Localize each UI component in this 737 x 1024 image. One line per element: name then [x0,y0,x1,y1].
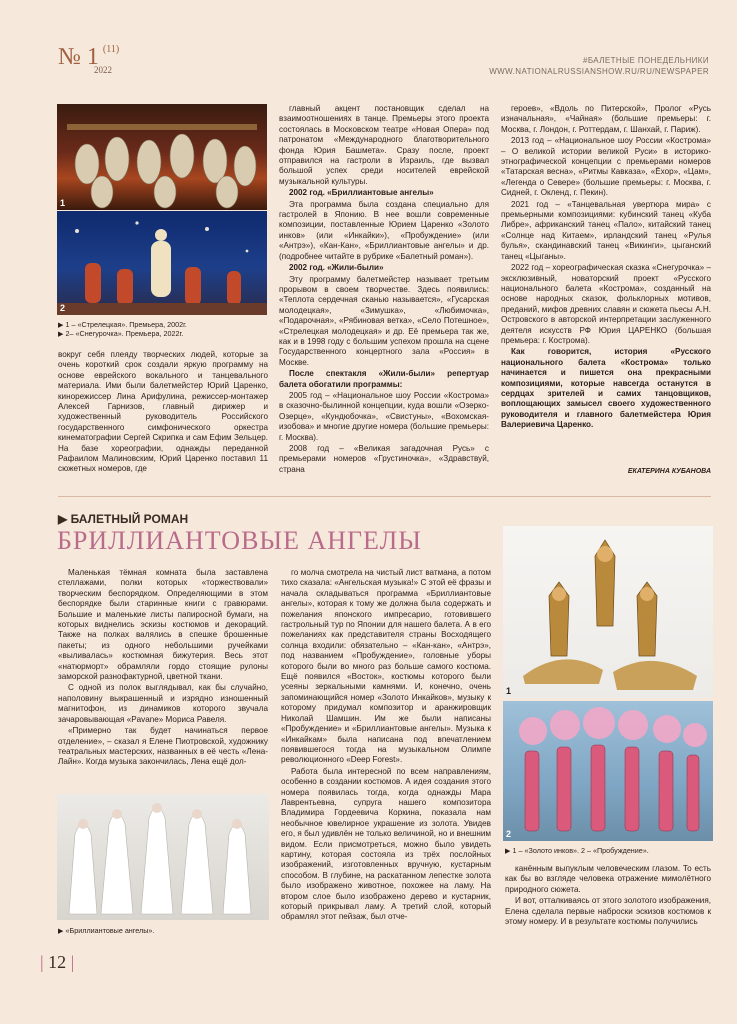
paragraph: Как говорится, история «Русского национального балета «Кострома» только начинается и пишется она прекрасными композициями, которые навсегда останутся в сердцах зрителей и самих танцовщиков, воплощающих замысел своего художественного руководителя и главного балетмейстера Юрия Валериевича Царенко. [501,347,711,430]
photo-badge: 1 [506,686,512,696]
photo-streletskaya [57,104,267,210]
header-tag: #БАЛЕТНЫЕ ПОНЕДЕЛЬНИКИ [582,56,709,65]
triangle-marker-icon: ▶ [58,926,64,935]
photo-badge: 2 [506,829,512,839]
triangle-marker-icon: ▶ [58,512,68,526]
triangle-marker-icon: ▶ [505,846,511,855]
paragraph: С одной из полок выглядывал, как бы случайно, наполовину выкрашенный и изрядно изношенный магнитофон, из динамиков которого звучала зачаровывающая «Pavane» Мориса Равеля. [58,683,268,724]
paragraph: 2008 год – «Великая загадочная Русь» с премьерами номеров «Грустиночка», «Здравствуй, страна [279,444,489,474]
photo-snegurochka [57,211,267,315]
issue-year: 2022 [94,65,112,75]
upper-col-3 [501,104,711,432]
photo-badge: 1 [60,198,66,208]
caption-2: 2– «Снегурочка». Премьера, 2022г. [65,329,184,338]
photo-probuzhdenie [503,701,713,841]
left-photo-caption-row [58,926,268,935]
paragraph: 2002 год. «Жили-были» [289,263,384,273]
header-right [449,56,709,76]
paragraph: Маленькая тёмная комната была заставлена стеллажами, полки которых «торжествовали» творческим беспорядком. Определяющими в этом беспорядке были старинные книги с гравюрами. Большие и маленькие листы папиросной бумаги, на которых виднелись эскизы костюмов и декораций. Также на полках валялись в спешке брошенные пакеты; из одного небольшими ручейками «выливалась» костюмная бижутерия. Весь этот «натюрморт» обрамляли гордо стоящие рулоны заморской разнофактурной, цветной ткани. [58,568,268,682]
paragraph: После спектакля «Жили-были» репертуар балета обогатили программы: [279,369,489,389]
triangle-marker-icon: ▶ [58,329,64,338]
kicker-text: БАЛЕТНЫЙ РОМАН [70,512,189,526]
author-signature: ЕКАТЕРИНА КУБАНОВА [627,468,711,475]
paragraph: 2005 год – «Национальное шоу России «Кострома» в сказочно-былинной концепции, куда вошли «Озерко-Озерце», «Кундюбочка», «Свистуны», «Вохомская-изобова» и многие другие номера (большие премьеры: г. Москва). [279,390,489,442]
photo-probuzhdenie-art [503,701,713,841]
caption-1: 1 – «Стрелецкая». Премьера, 2002г. [65,320,187,329]
section-title: БРИЛЛИАНТОВЫЕ АНГЕЛЫ [57,526,422,555]
issue-sub: (11) [102,44,120,55]
paragraph: Работа была интересной по всем направлениям, особенно в создании костюмов. А идея создания этого номера появилась тогда, когда однажды Мара Лаврентьевна, супруга нашего композитора Владимира Гордеевича Коркина, показала нам необычное ювелирное украшение из золота. Увидев его, я был удивлён не только величиной, но и внешним видом. Если присмотреться, можно было увидеть картину, которая состояла из трёх послойных изображений, изготовленных вручную, кустарным способом. В глубине, на раскатанном лепестке золота было изображено животное, похожее на ламу. На втором слое было изображено дерево и кустарник, который прикрывал ламу. А третий слой, который обрамлял этот пейзаж, был отче- [281,766,491,922]
right-photo-caption: 1 – «Золото инков». 2 – «Пробуждение». [512,846,649,855]
upper-col-1 [58,350,268,476]
paragraph: «Примерно так будет начинаться первое отделение», – сказал я Елене Пиотровской, художнику театральных мастерских, названных в её честь «Лена-Лайн». Когда музыка закончилась, Лена ещё дол- [58,726,268,767]
upper-col-2 [279,104,489,476]
lower-col-3 [505,864,711,928]
header-url[interactable]: WWW.NATIONALRUSSIANSHOW.RU/RU/NEWSPAPER [489,67,709,76]
paragraph: И вот, отталкиваясь от этого золотого изображения, Елена сделала первые наброски эскизов костюмов к этому номеру. И в результате костюмы получились [505,896,711,927]
paragraph: 2002 год. «Бриллиантовые ангелы» [289,188,434,198]
right-photo-caption-row [505,846,715,855]
photo-brilliant-angels-art [57,794,269,920]
photo-zoloto-inkov-art [503,526,713,698]
page-number-box: | 12 | [40,952,75,972]
photo-brilliant-angels [57,794,269,920]
top-photo-captions [58,320,268,338]
section-kicker [58,512,188,526]
lower-col-2 [281,568,491,924]
photo-snegurochka-art [57,211,267,315]
issue-header [58,44,119,75]
paragraph: го молча смотрела на чистый лист ватмана, а потом тихо сказала: «Ангельская музыка!» С этой её фразы и начала складываться программа «Бриллиантовые ангелы», которая к тому же должна была содержать и пожелания японского импресарио, готовившего гастрольный тур по Японии для нашего балета. А в его пожеланиях как представителя страны Восходящего солнца входили: обязательно – «Кан-кан», «Антрэ», под названием «Пробуждение», головные уборы которого были во много раз больше самого костюма. Ещё появился «Восток», костюмы которого были усеяны зеркальными камнями. И, конечно, очень запоминающийся номер «Золото Инкайков», музыку к которому придумал композитор и аранжировщик Николай Шамшин. Им же были написаны «Пробуждение» и «Бриллиантовые ангелы». Музыка к «Инкайкам» была написана под впечатлением появившегося тогда на музыкальном Олимпе революционного «Deep Forest». [281,568,491,765]
paragraph: Эта программа была создана специально для гастролей в Японию. В нее вошли современные композиции, поставленные Юрием Царенко «Золото инков» (или «Инкайки»), «Пробуждение» (или «Антрэ»), «Кан-Кан», «Бриллиантовые ангелы» и др. (подробнее читайте в рубрике «Балетный роман»). [279,199,489,261]
photo-badge: 2 [60,303,66,313]
paragraph: 2022 год – хореографическая сказка «Снегурочка» – эксклюзивный, новаторский проект «Русского национального балета «Кострома», созданный на основе народных сказок, фольклорных мотивов, преданий, мифов древних славян и сюжета пьесы А.Н. Островского в авторской интерпретации заслуженного деятеля искусств РФ Юрия ЦАРЕНКО (большая премьера: г. Кострома). [501,263,711,345]
photo-streletskaya-art [57,104,267,210]
triangle-marker-icon: ▶ [58,320,64,329]
section-rule [58,496,711,497]
paragraph: героев», «Вдоль по Питерской», Пролог «Русь изначальная», «Чайная» (большие премьеры: г. Москва, г. Лондон, г. Роттердам, г. Шанхай, г. Париж). [501,104,711,134]
issue-number: № 1 [58,44,99,70]
paragraph: 2021 год – «Танцевальная увертюра мира» с премьерными композициями: кубинский танец «Куба Либре», африканский танец «Пало», китайский танец «Солнце над Китаем», ирландский танец «Рулья булья», скандинавский танец «Викинги», цыганский танец «Цыганы». [501,199,711,261]
paragraph: канённым выпуклым человеческим глазом. То есть как бы во взгляде человека отражение мимолётного природного сюжета. [505,864,711,894]
photo-zoloto-inkov [503,526,713,698]
paragraph: Эту программу балетмейстер называет третьим прорывом в своем творчестве. Здесь появились: «Теплота сердечная сканью называется», «Гусарская молодецкая», «Зимушка», «Любимочка», «Подарочная», «Рябиновая ветка», «Село Потешное», «Стрелецкая молодецкая» и др. Её премьера так же, как и в 1998 году с большим успехом прошла на сцене Государственного концертного зала «Россия» в Москве. [279,274,489,367]
paragraph: вокруг себя плеяду творческих людей, которые за очень короткий срок создали яркую программу на основе еврейского вокального и танцевального материала. Ими были балетмейстер Юрий Царенко, кинорежиссер Лина Арифулина, режиссер-монтажер Алексей Гарнизов, главный дирижер и художественный руководитель Российского государственного симфонического оркестра кинематографии Сергей Скрипка и сам Ефим Зельцер. На базе хореографии, однажды переданной Рафаилом Малиновским, Юрий Царенко поставил 11 сюжетных номеров, где [58,350,268,474]
lower-col-1 [58,568,268,769]
paragraph: главный акцент постановщик сделал на взаимоотношениях в танце. Премьеры этого проекта состоялась в Московском театре «Новая Опера» под патронатом «Международного благотворительного фонда Юрия Башмета». Сразу после, проект отправился на гастроли в Израиль, где вызвал большой успех среди носителей еврейской музыкальной культуры. [279,104,489,186]
page-number: 12 [48,952,67,972]
left-photo-caption: «Бриллиантовые ангелы». [65,926,155,935]
paragraph: 2013 год – «Национальное шоу России «Кострома» – О великой истории великой Руси» в историко-этнографической концепции с премьерами номеров «Татарская весна», «Ритмы Кавказа», «Ёхор», «Цам», «Легенда о Севере» (большие премьеры: г. Москва, г. Сидней, г. Окленд, г. Пекин). [501,136,711,198]
